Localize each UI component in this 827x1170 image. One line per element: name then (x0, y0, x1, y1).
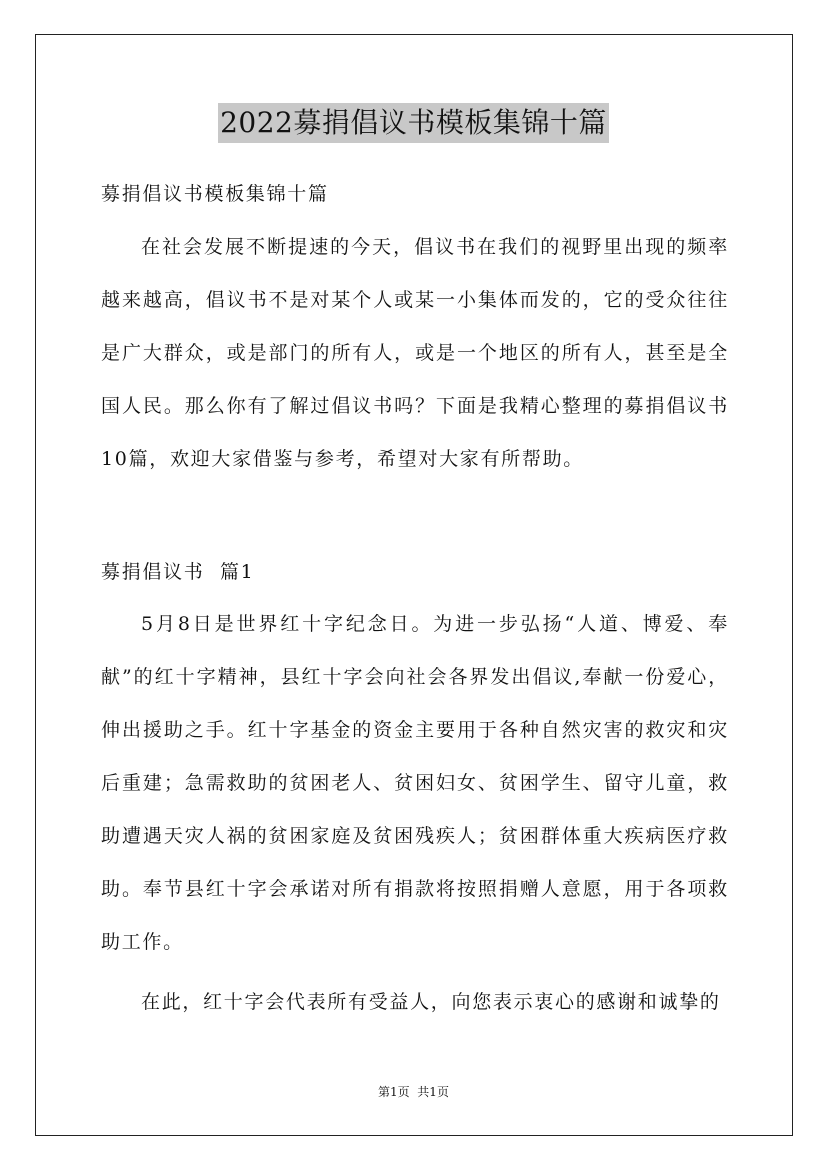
title-container (0, 103, 827, 143)
section-heading: 募捐倡议书 篇1 (101, 561, 255, 583)
intro-paragraph: 在社会发展不断提速的今天，倡议书在我们的视野里出现的频率越来越高，倡议书不是对某个人或某一小集体而发的，它的受众往往是广大群众，或是部门的所有人，或是一个地区的所有人，甚至是全国人民。那么你有了解过倡议书吗？下面是我精心整理的募捐倡议书10篇，欢迎大家借鉴与参考，希望对大家有所帮助。 (101, 236, 729, 470)
document-subtitle: 募捐倡议书模板集锦十篇 (101, 183, 329, 205)
section-paragraph: 5月8日是世界红十字纪念日。为进一步弘扬“人道、博爱、奉献”的红十字精神，县红十字会向社会各界发出倡议,奉献一份爱心，伸出援助之手。红十字基金的资金主要用于各种自然灾害的救灾和灾后重建；急需救助的贫困老人、贫困妇女、贫困学生、留守儿童，救助遭遇天灾人祸的贫困家庭及贫困残疾人；贫困群体重大疾病医疗救助。奉节县红十字会承诺对所有捐款将按照捐赠人意愿，用于各项救助工作。 (101, 613, 729, 953)
document-title: 2022募捐倡议书模板集锦十篇 (218, 103, 609, 143)
section-paragraph-continued: 在此，红十字会代表所有受益人，向您表示衷心的感谢和诚挚的 (141, 991, 721, 1013)
page-footer: 第1页 共1页 (378, 1085, 449, 1099)
